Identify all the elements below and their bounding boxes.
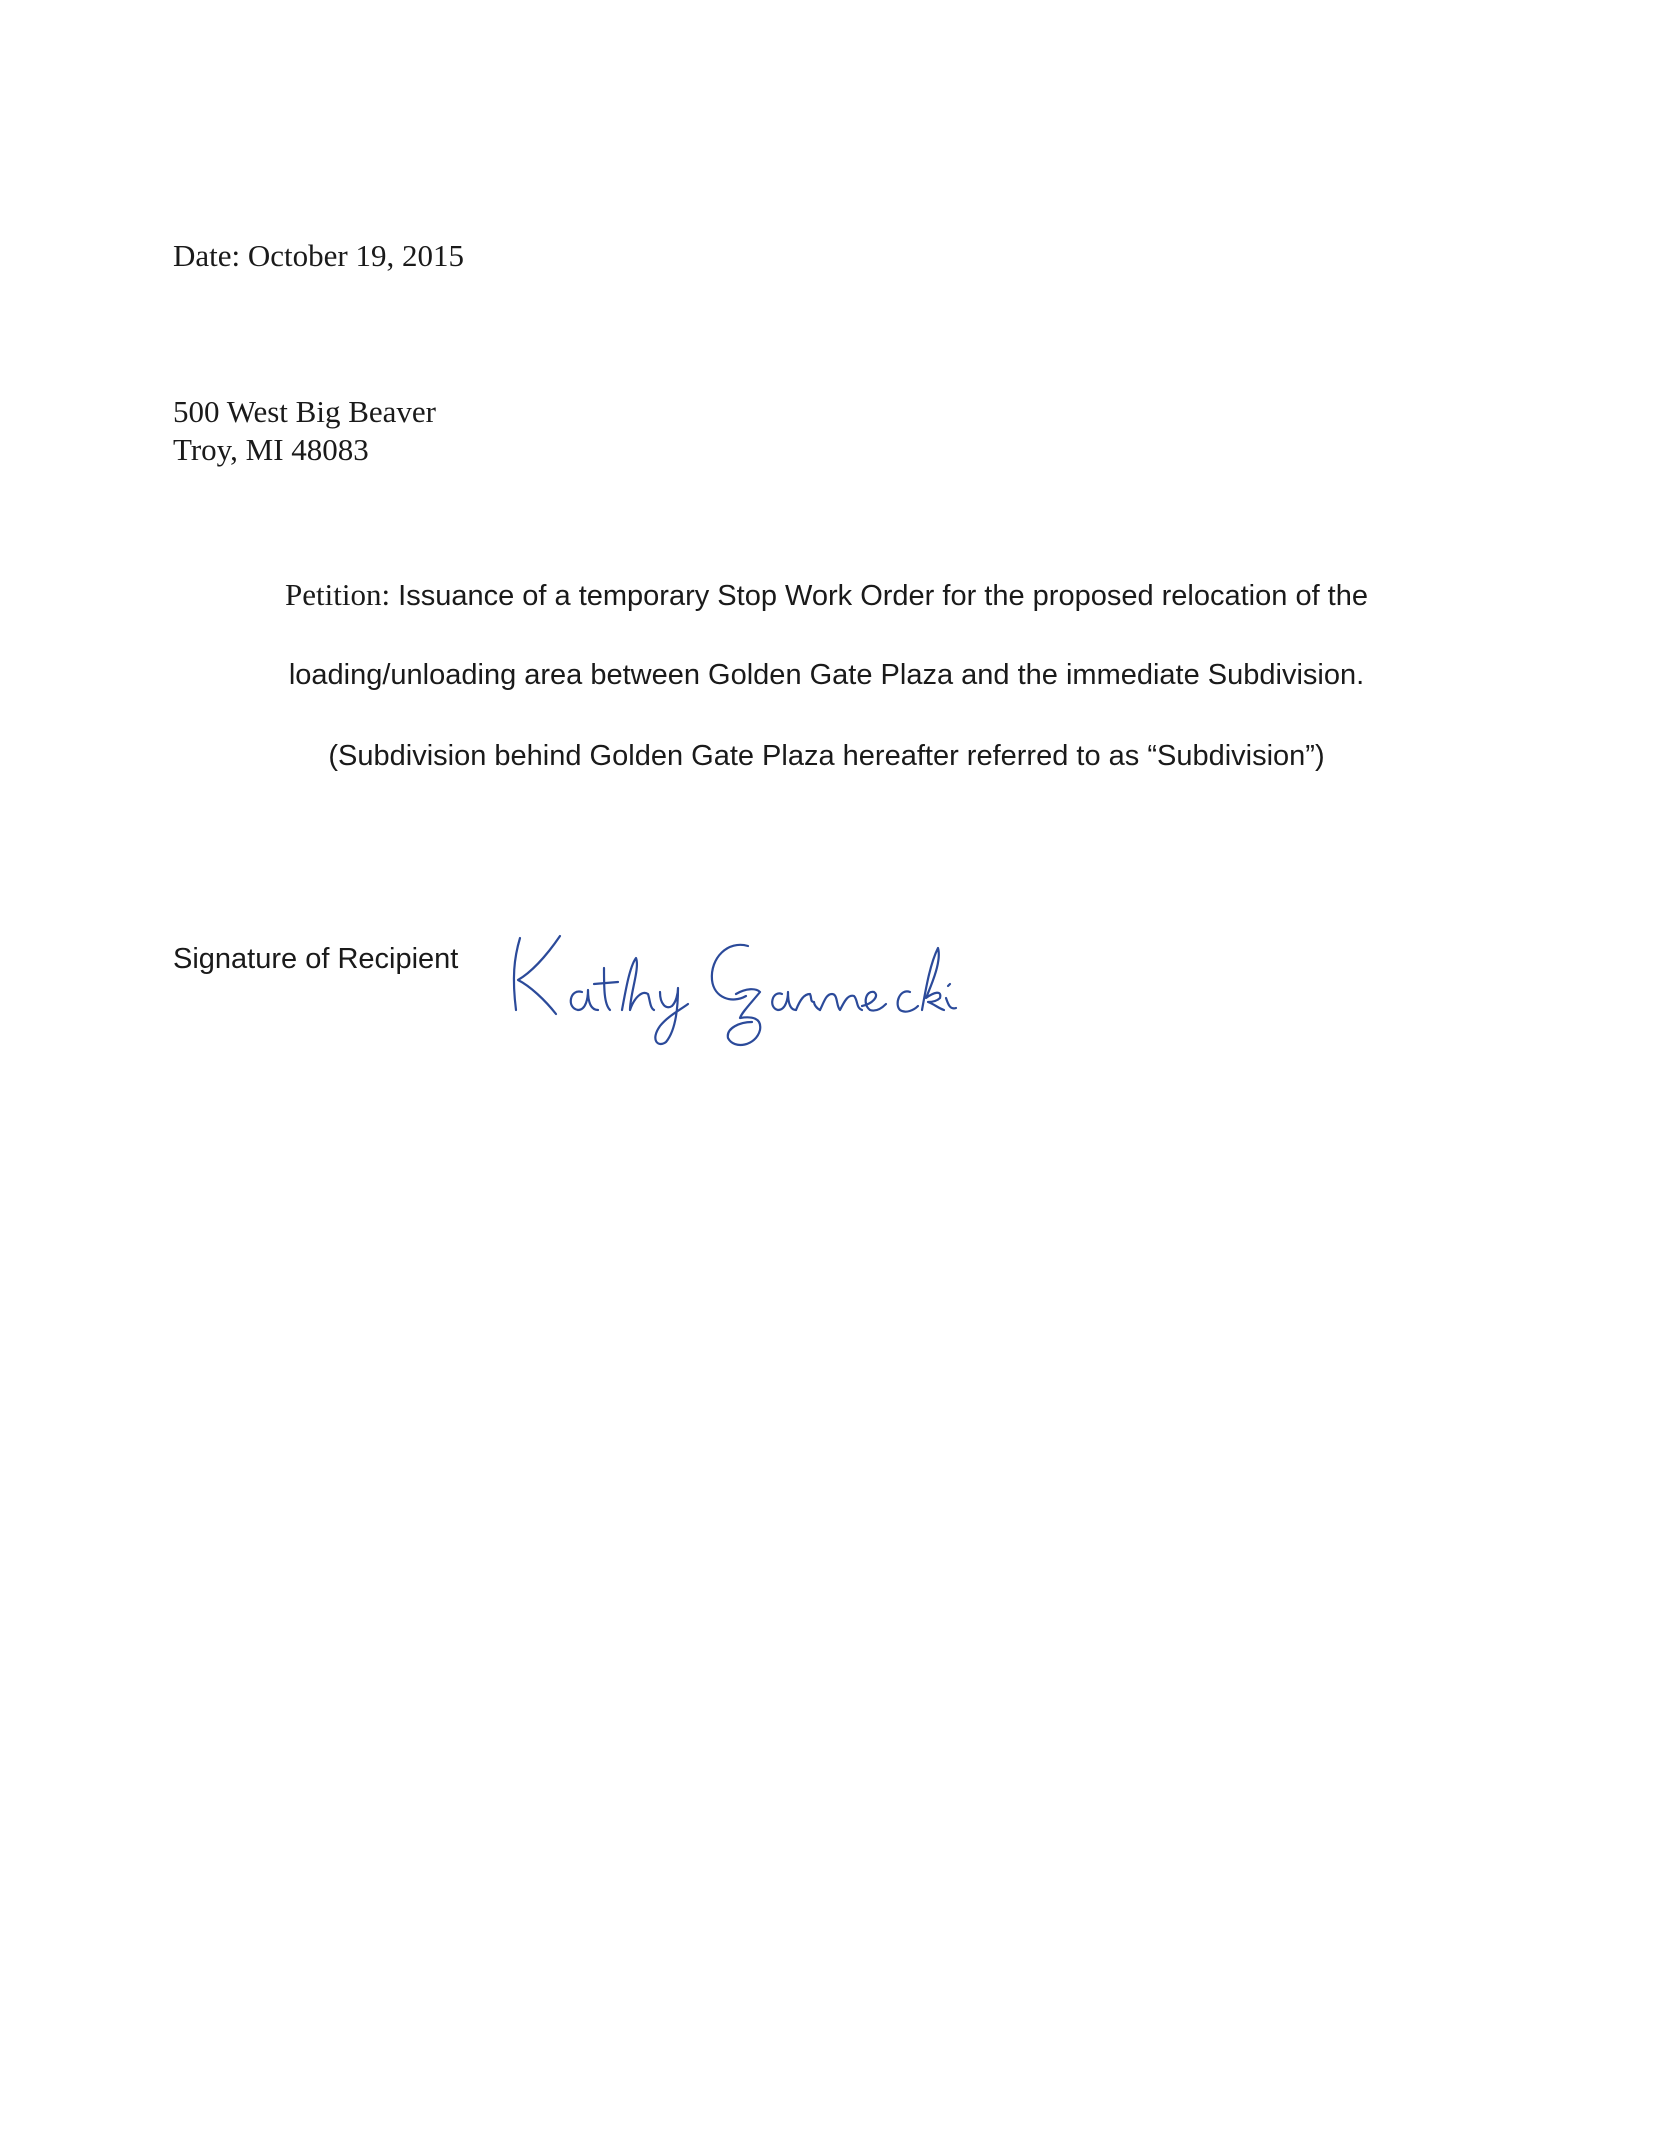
signature-label: Signature of Recipient: [173, 943, 459, 975]
petition-line-3: (Subdivision behind Golden Gate Plaza hereafter referred to as “Subdivision”): [328, 740, 1325, 772]
address-line-1: 500 West Big Beaver: [173, 394, 436, 429]
address-line-2: Troy, MI 48083: [173, 432, 369, 467]
petition-line-1: [0, 577, 1653, 613]
address-block: [173, 393, 436, 469]
handwritten-signature: [490, 918, 960, 1068]
date-line: Date: October 19, 2015: [173, 238, 464, 273]
petition-line-2: loading/unloading area between Golden Gate Plaza and the immediate Subdivision.: [288, 659, 1365, 691]
petition-text-1: Issuance of a temporary Stop Work Order for the proposed relocation of the: [398, 580, 1368, 612]
petition-label: Petition:: [285, 577, 391, 612]
